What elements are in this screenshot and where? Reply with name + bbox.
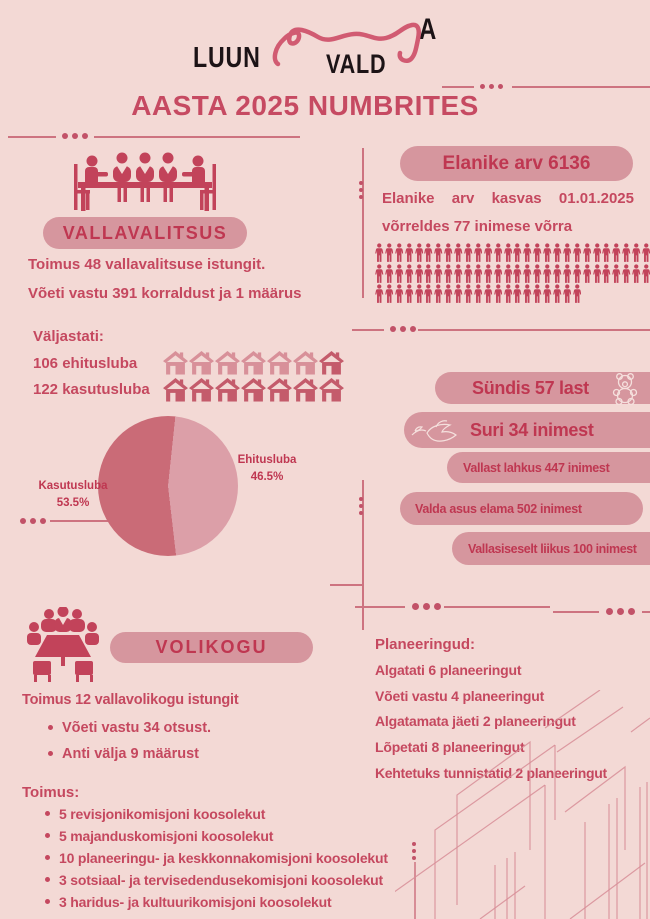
person-icon [583,264,592,283]
person-icon [464,284,473,303]
toimus-item [45,806,265,822]
divider-line [330,584,362,586]
person-icon [424,243,433,262]
person-icon [484,264,493,283]
vallavalitsus-label: VALLAVALITSUS [62,222,228,243]
person-icon-row [375,284,650,305]
person-icon [424,284,433,303]
person-icon [593,243,602,262]
house-icon [215,351,240,375]
person-icon [385,243,394,262]
teddy-bear-icon [608,371,642,405]
person-icon [494,264,503,283]
person-icon [533,243,542,262]
bullet-dot [45,877,50,882]
person-icon [543,284,552,303]
person-icon [602,264,611,283]
person-icon [405,264,414,283]
house-icon [241,378,266,402]
valjastati-item: 122 kasutusluba [33,381,150,398]
toimus-title: Toimus: [22,784,80,801]
person-icon [583,243,592,262]
person-icon [612,243,621,262]
person-icon [484,284,493,303]
toimus-item [45,828,273,844]
person-icon [504,243,513,262]
house-icon [215,378,240,402]
house-icon-row [163,378,344,402]
planeeringud-item: Kehtetuks tunnistatid 2 planeeringut [375,765,607,781]
vallavalitsus-line2: Võeti vastu 391 korraldust ja 1 määrus [28,285,302,302]
person-icon [415,284,424,303]
population-pictogram [375,243,650,305]
person-icon [573,243,582,262]
divider-vdots [359,181,363,199]
person-icon [474,243,483,262]
person-icon-row [375,243,650,264]
house-icon [319,378,344,402]
bullet-text: 3 haridus- ja kultuurikomisjoni koosolekut [59,894,332,910]
vallavalitsus-line1: Toimus 48 vallavalitsuse istungit. [28,256,266,273]
person-icon [444,284,453,303]
person-icon [375,243,384,262]
bullet-text: 5 majanduskomisjoni koosolekut [59,828,274,844]
person-icon [523,284,532,303]
valjastati-title: Väljastati: [33,328,104,345]
pie-label-value: 53.5% [56,496,90,509]
elama-label: Valda asus elama 502 inimest [415,501,582,516]
person-icon [543,264,552,283]
bullet-dot [48,725,53,730]
house-icon [163,378,188,402]
person-icon [454,243,463,262]
person-icon [642,243,650,262]
bullet-dot [45,899,50,904]
vallavalitsus-pill [43,217,247,249]
divider-line [442,86,474,88]
elanike-desc-line1: Elanike arv kasvas 01.01.2025 [382,190,634,207]
person-icon [454,284,463,303]
person-icon [533,264,542,283]
person-icon [385,284,394,303]
volikogu-label: VOLIKOGU [155,637,268,657]
house-icon [293,351,318,375]
person-icon [454,264,463,283]
person-icon [484,243,493,262]
person-icon [464,243,473,262]
person-icon [375,284,384,303]
elanike-desc-line2: võrreldes 77 inimese võrra [382,218,573,235]
house-icon [163,351,188,375]
person-icon [395,284,404,303]
bullet-dot [45,833,50,838]
person-icon [612,264,621,283]
person-icon [434,243,443,262]
house-icon [241,351,266,375]
toimus-item [45,850,388,866]
person-icon [563,264,572,283]
person-icon [444,264,453,283]
person-icon [405,243,414,262]
divider-line [94,136,300,138]
person-icon [405,284,414,303]
bullet-dot [45,811,50,816]
volikogu-line1: Toimus 12 vallavolikogu istungit [22,692,239,708]
divider-dots [20,518,46,524]
divider-line [355,606,405,608]
person-icon [632,264,641,283]
person-icon [504,264,513,283]
pie-label-ehitusluba [222,452,312,485]
person-icon [474,284,483,303]
person-icon [622,243,631,262]
person-icon [622,264,631,283]
dove-icon [410,417,458,445]
elanike-arv-label: Elanike arv 6136 [442,152,591,174]
elama-pill [400,492,643,525]
divider-dots [606,608,635,615]
person-icon [395,243,404,262]
bullet-dot [48,751,53,756]
sundis-label: Sündis 57 last [472,377,589,398]
lahkus-pill [447,452,650,483]
person-icon [464,264,473,283]
divider-line [642,611,650,613]
divider-line [553,611,599,613]
liikus-pill [452,532,650,565]
person-icon [434,264,443,283]
bullet-text: 3 sotsiaal- ja tervisedendusekomisjoni koosolekut [59,872,383,888]
planeeringud-title: Planeeringud: [375,636,476,653]
person-icon [504,284,513,303]
divider-dots [390,326,416,332]
suri-label: Suri 34 inimest [470,419,594,440]
houses-pictogram [163,351,344,405]
house-icon [293,378,318,402]
divider-vdots [359,497,363,515]
bullet-text: 10 planeeringu- ja keskkonnakomisjoni koosolekut [59,850,388,866]
planeeringud-item: Võeti vastu 4 planeeringut [375,688,545,704]
pie-label-kasutusluba [28,478,118,511]
house-icon [189,378,214,402]
divider-line [352,329,384,331]
valjastati-item: 106 ehitusluba [33,355,138,372]
council-round-table-icon [25,607,101,683]
divider-line [8,136,56,138]
person-icon [513,243,522,262]
person-icon [494,243,503,262]
person-icon [395,264,404,283]
divider-line [444,606,550,608]
person-icon [553,284,562,303]
planeeringud-item: Algatamata jäeti 2 planeeringut [375,713,576,729]
house-icon [267,378,292,402]
bullet-text: Anti välja 9 määrust [62,746,199,762]
person-icon [563,284,572,303]
pie-label-text: Ehitusluba [237,454,297,466]
person-icon [523,243,532,262]
divider-dots [412,603,441,610]
house-icon-row [163,351,344,375]
person-icon [642,264,650,283]
bullet-text: Võeti vastu 34 otsust. [62,720,212,736]
lahkus-label: Vallast lahkus 447 inimest [463,460,610,475]
person-icon [602,243,611,262]
person-icon [494,284,503,303]
pie-label-text: Kasutusluba [38,480,108,492]
divider-line [418,329,650,331]
planeeringud-item: Lõpetati 8 planeeringut [375,739,525,755]
planeeringud-item: Algatati 6 planeeringut [375,662,522,678]
divider-dots [480,84,503,89]
person-icon [573,284,582,303]
logo-river-squiggle-icon [268,14,428,72]
person-icon [513,264,522,283]
person-icon [553,243,562,262]
liikus-label: Vallasiseselt liikus 100 inimest [468,541,637,556]
person-icon-row [375,264,650,285]
person-icon [385,264,394,283]
person-icon [573,264,582,283]
person-icon [474,264,483,283]
divider-vline [362,148,364,298]
logo-word-luun: LUUN [193,42,261,74]
toimus-item [45,872,383,888]
person-icon [415,243,424,262]
elanike-arv-pill [400,146,633,181]
person-icon [523,264,532,283]
bullet-dot [45,855,50,860]
person-icon [415,264,424,283]
logo-word-vald: VALD [326,49,387,79]
person-icon [513,284,522,303]
building-lineart-decoration [395,690,650,919]
house-icon [189,351,214,375]
page-title: AASTA 2025 NUMBRITES [131,90,479,121]
person-icon [434,284,443,303]
volikogu-pill [110,632,313,663]
divider-dots [62,133,88,139]
person-icon [375,264,384,283]
person-icon [543,243,552,262]
person-icon [533,284,542,303]
house-icon [319,351,344,375]
volikogu-bullet [48,746,199,762]
person-icon [553,264,562,283]
volikogu-bullet [48,720,211,736]
person-icon [593,264,602,283]
divider-line [512,86,650,88]
house-icon [267,351,292,375]
bullet-text: 5 revisjonikomisjoni koosolekut [59,806,266,822]
logo-letter-a: A [419,13,438,46]
person-icon [424,264,433,283]
person-icon [632,243,641,262]
pie-label-value: 46.5% [250,470,284,483]
pie-chart [98,416,238,556]
toimus-item [45,894,331,910]
person-icon [563,243,572,262]
person-icon [444,243,453,262]
meeting-table-icon [70,150,220,212]
